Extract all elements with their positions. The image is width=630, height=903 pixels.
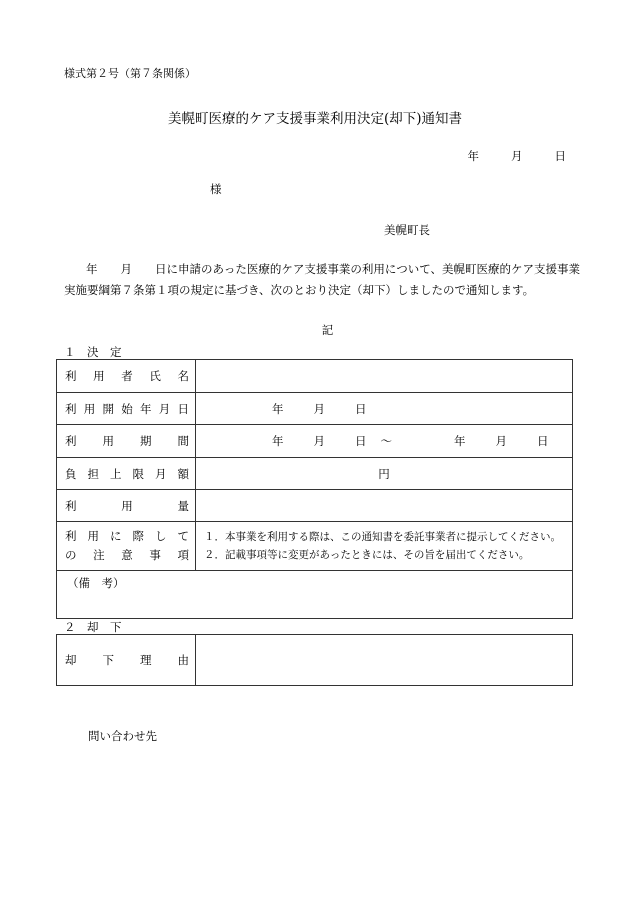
note-item: ２．記載事項等に変更があったときには、その旨を届出てください。 [204,549,530,561]
label-char: に [110,529,122,543]
label-char: 名 [177,369,189,383]
label-precautions [57,522,196,571]
remarks-label: （備 考） [67,576,125,590]
value-rejection-reason [196,635,573,686]
label-start-date [57,393,196,425]
label-text [65,546,189,565]
form-number: 様式第２号（第７条関係） [64,67,196,80]
label-char: し [155,529,167,543]
table-row [57,571,573,619]
label-user-name [57,360,196,393]
label-char: 用 [102,434,114,448]
label-usage-amount [57,490,196,522]
period-start-day: 日 [355,434,367,448]
remarks-cell [57,571,573,619]
label-char: 担 [87,466,99,481]
yen-unit: 円 [378,466,390,481]
value-usage-amount [196,490,573,522]
table-row [57,635,573,686]
label-char: 用 [87,529,99,543]
document-title: 美幌町医療的ケア支援事業利用決定(却下)通知書 [167,111,463,127]
period-tilde: ～ [380,434,392,448]
label-monthly-cap [57,458,196,490]
note-item: １．本事業を利用する際は、この通知書を委託事業者に提示してください。 [204,531,561,543]
label-char: 利 [65,369,77,383]
label-char: 項 [177,548,189,562]
label-char: 開 [102,401,114,416]
label-text [65,652,189,668]
label-char: 理 [140,653,152,667]
value-start-date [196,393,573,425]
label-char: 用 [93,369,105,383]
precautions-notes [196,522,573,571]
label-char: 月 [158,401,171,416]
label-text [65,498,189,514]
label-char: の [65,548,77,562]
start-month: 月 [313,401,325,416]
label-rejection-reason [57,635,196,686]
label-char: 額 [177,466,189,481]
label-text [65,433,189,449]
label-char: 注 [93,548,105,562]
table-row [57,360,573,393]
label-char: 年 [140,401,152,416]
date-year: 年 [467,149,479,163]
issuer: 美幌町長 [384,223,430,237]
issue-date [468,148,567,164]
label-char: 際 [132,529,144,543]
start-year: 年 [272,401,284,416]
notice-body: 年 月 日に申請のあった医療的ケア支援事業の利用について、美幌町医療的ケア支援事業実施要綱第７条第１項の規定に基づき、次のとおり決定（却下）しましたので通知します。 [64,262,580,297]
decision-table [56,359,573,619]
table-row [57,425,573,458]
contact-label: 問い合わせ先 [88,729,157,743]
label-char: 由 [177,653,189,667]
table-row [57,522,573,571]
label-char: 用 [83,401,96,416]
date-day: 日 [554,149,566,163]
label-char: 始 [121,401,133,416]
label-char: 負 [65,466,77,481]
addressee: 様 [210,182,222,196]
label-char: 意 [121,548,133,562]
label-char: 量 [177,498,189,513]
ki-heading: 記 [321,323,334,337]
rejection-table [56,634,573,686]
section-rejection-heading: ２ 却 下 [64,620,122,634]
label-char: 上 [110,466,122,481]
label-char: 利 [65,529,77,543]
label-char: 却 [65,653,77,667]
label-char: 下 [102,653,114,667]
period-start-month: 月 [313,434,325,448]
period-start-year: 年 [272,434,284,448]
label-char: 利 [65,401,77,416]
date-month: 月 [511,149,523,163]
start-day: 日 [355,401,367,416]
label-char: 氏 [149,369,161,383]
value-monthly-cap [196,458,573,490]
label-text [65,401,189,417]
label-text [65,368,189,384]
label-period [57,425,196,458]
table-row [57,458,573,490]
value-user-name [196,360,573,393]
period-end-day: 日 [537,434,549,448]
period-end-year: 年 [454,434,466,448]
label-char: 利 [65,498,77,513]
value-period [196,425,573,458]
label-char: 事 [149,548,161,562]
label-char: 利 [65,434,77,448]
label-char: 月 [155,466,167,481]
label-char: 用 [121,498,133,513]
label-char: て [177,529,189,543]
table-row [57,490,573,522]
table-row [57,393,573,425]
section-decision-heading: １ 決 定 [64,345,122,359]
label-char: 日 [177,401,189,416]
label-char: 者 [121,369,133,383]
label-char: 限 [132,466,144,481]
label-char: 期 [140,434,152,448]
label-text [65,466,189,482]
period-end-month: 月 [495,434,507,448]
label-text [65,527,189,546]
label-char: 間 [177,434,189,448]
